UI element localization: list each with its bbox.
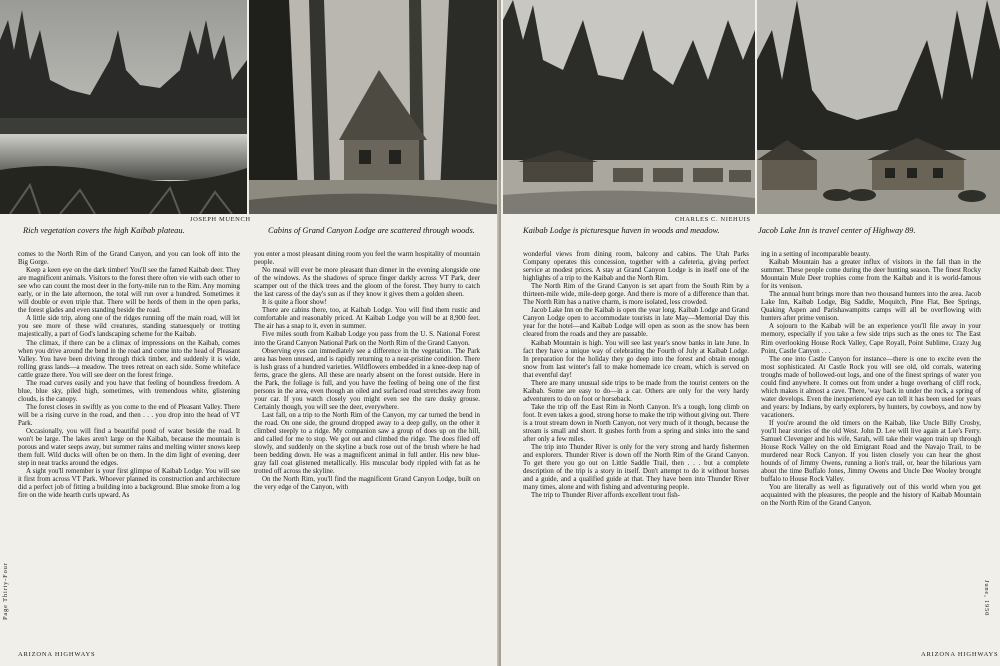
paragraph: A little side trip, along one of the ridges running off the main road, will let you see more of these wild creatures, standing statuesquely or trotting majestically, a part of God's landscaping scheme for the Kaibab. bbox=[18, 314, 240, 339]
paragraph: It is quite a floor show! bbox=[262, 298, 327, 307]
paragraph: The climax, if there can be a climax of impressions on the Kaibab, comes when you drive around the bend in the road and come into the head of Pleasant Valley. You have been driving through thick timber, and suddenly it is wide, rolling grass lands—a meadow. The trees retreat on each side. Some whiteface cattle graze there. You will see deer on the forest fringe. bbox=[18, 338, 240, 379]
paragraph: Observing eyes can immediately see a difference in the vegetation. The Park area has been unused, and is rapidly returning to a near-pristine condition. There is lush grass of a hundred varieties. Wildflowers embedded in a knee-deep nap of ferns, grace the glens. All these are nearly absent on the forest outside. Here in the Park, the foliage is full, and you have the feeling of being one of the first persons in the area, even though an oiled and surfaced road stretches away from your car. If you watch closely you might even see the rare dusky grouse. Certainly though, you will see the deer, everywhere. bbox=[254, 346, 480, 411]
paragraph: The trip to Thunder River affords excellent trout fish- bbox=[531, 491, 680, 500]
article-column bbox=[254, 250, 480, 491]
paragraph: Kaibab Mountain has a greater influx of visitors in the fall than in the summer. These people come during the deer hunting season. The finest Rocky Mountain Mule Deer trophies come from the Kaibab and it is world-famous for its venison. bbox=[761, 258, 981, 291]
paragraph: The annual hunt brings more than two thousand hunters into the area. Jacob Lake Inn, Kaibab Lodge, Big Saddle, Moquitch, Pine Flat, Bee Springs, Quaking Aspen and Parishawampitts camps will all be overflowing with hunters after prime venison. bbox=[761, 290, 981, 323]
paragraph: The forest closes in swiftly as you come to the end of Pleasant Valley. There will be a rising curve in the road, and then . . . you drop into the head of VT Park. bbox=[18, 402, 240, 427]
photo-kaibab-lodge bbox=[503, 0, 755, 214]
right-page bbox=[501, 0, 1000, 666]
paragraph: No meal will ever be more pleasant than dinner in the evening alongside one of the windows. As the shadows of spruce finger darkly across VT Park, deer scamper out of the thick trees and the gloom of the forest. They hurry to catch the last caress of the day's sun as if they know it gives them a golden sheen. bbox=[254, 266, 480, 299]
paragraph: Jacob Lake Inn on the Kaibab is open the year long. Kaibab Lodge and Grand Canyon Lodge open to accommodate tourists in late May—Memorial Day this year for the hotel—and Kaibab Lodge will open as soon as the snow has been cleared from the roads and they are passable. bbox=[523, 306, 749, 339]
paragraph: There are many unusual side trips to be made from the tourist centers on the Kaibab. Some are easy to do—in a car. Others are only for the very hardy adventurers to do on foot or horseback. bbox=[523, 378, 749, 403]
photo-kaibab-plateau-pond bbox=[0, 0, 247, 214]
magazine-folio: ARIZONA HIGHWAYS bbox=[921, 651, 999, 658]
paragraph: A sojourn to the Kaibab will be an experience you'll file away in your memory, especially if you take a few side trips such as the ones to: The East Rim overlooking House Rock Valley, Cape Royall, Point Sublime, Crazy Jug Point, Castle Canyon . . . bbox=[761, 322, 981, 355]
paragraph: wonderful views from dining room, balcony and cabins. The Utah Parks Company operates this concession, together with a cafeteria, giving perfect service at modest prices. A stay at Grand Canyon Lodge is in itself one of the highlights of a trip to the Kaibab and the North Rim. bbox=[523, 250, 749, 283]
left-page bbox=[0, 0, 499, 666]
magazine-folio: ARIZONA HIGHWAYS bbox=[18, 651, 96, 658]
photo-caption: Kaibab Lodge is picturesque haven in woods and meadow. bbox=[523, 226, 720, 235]
paragraph: ing in a setting of incomparable beauty. bbox=[761, 250, 871, 258]
paragraph: The road curves easily and you have that feeling of boundless freedom. A blue, blue sky, piled high, sometimes, with tremendous white, glistening clouds, is the canopy. bbox=[18, 378, 240, 403]
paragraph: You are literally as well as figuratively out of this world when you get acquainted with the pleasures, the people and the history of Kaibab Mountain on the North Rim of the Grand Canyon. bbox=[761, 483, 981, 508]
paragraph: Last fall, on a trip to the North Rim of the Canyon, my car turned the bend in the road. On one side, the ground dropped away to a deep gully, on the other it climbed steeply to a ridge. My companion saw a group of does up on the hill, and called for me to stop. We got out and climbed the ridge. The does filed off slowly, and suddenly on the skyline a buck rose out of the brush where he had been bedding down. He was a magnificent animal in full antler. His new blue-gray fall coat glistened metallically. His muscular body rippled with fat as he trotted off across the skyline. bbox=[254, 410, 480, 476]
paragraph: Kaibab Mountain is high. You will see last year's snow banks in late June. In fact they have a unique way of celebrating the Fourth of July at Kaibab Lodge. In preparation for the holiday they go deep into the forest and obtain enough snow from last winter's fall to make homemade ice cream, which is served on that eventful day! bbox=[523, 338, 749, 379]
paragraph: The North Rim of the Grand Canyon is set apart from the South Rim by a thirteen-mile wide, mile-deep gorge. And there is more of a difference than that. The North Rim has a native charm, is more isolated, less crowded. bbox=[523, 282, 749, 307]
photo-jacob-lake-inn bbox=[757, 0, 1000, 214]
paragraph: On the North Rim, you'll find the magnificent Grand Canyon Lodge, built on the very edge of the Canyon, with bbox=[254, 475, 480, 492]
paragraph: comes to the North Rim of the Grand Canyon, and you can look off into the Big Gorge. bbox=[18, 250, 240, 267]
paragraph: A sight you'll remember is your first glimpse of Kaibab Lodge. You will see it first from across VT Park. Whoever planned its construction and architecture did a perfect job of fitting a building into a background. Blue smoke from a log fire on the wide hearth curls upward. As bbox=[18, 467, 240, 500]
article-column bbox=[761, 250, 981, 508]
photo-caption: Cabins of Grand Canyon Lodge are scattered through woods. bbox=[268, 226, 475, 235]
issue-date: June, 1950 bbox=[983, 580, 990, 617]
photo-grand-canyon-lodge-cabins bbox=[249, 0, 499, 214]
photo-caption: Rich vegetation covers the high Kaibab plateau. bbox=[23, 226, 185, 235]
photo-credit: CHARLES C. NIEHUIS bbox=[675, 216, 751, 223]
article-column bbox=[523, 250, 749, 499]
paragraph: Five miles south from Kaibab Lodge you pass from the U. S. National Forest into the Grand Canyon National Park on the North Rim of the Grand Canyon. bbox=[254, 330, 480, 347]
article-column bbox=[18, 250, 240, 499]
paragraph: The trip into Thunder River is only for the very strong and hardy fishermen and explorers. Thunder River is down off the North Rim of the Grand Canyon. To get there you go out on Little Saddle Trail, then . . . but a complete description of the trip is a story in itself. Don't attempt to do it without horses and a guide, and a qualified guide at that. They have been into Thunder River many times, alone and with fishing and adventuring people. bbox=[523, 443, 749, 492]
photo-credit: JOSEPH MUENCH bbox=[190, 216, 251, 223]
photo-caption: Jacob Lake Inn is travel center of Highway 89. bbox=[758, 226, 916, 235]
paragraph: Keep a keen eye on the dark timber! You'll see the famed Kaibab deer. They are magnificent animals. Visitors to the forest there often vie with each other to see who can count the most deer in the forty-mile run to the Rim. Any morning early, or in the late afternoon, the total will run over a hundred. Sometimes it will double or even triple that. There will be herds of them in the open parks, the forest glades and even standing beside the road. bbox=[18, 266, 240, 315]
paragraph: The one into Castle Canyon for instance—there is one to excite even the most sophisticated. At Castle Rock you will see old, old corrals, watering troughs made of hollowed-out logs, and one of the finest springs of water you could find anywhere. It comes out from under a huge overhang of cliff rock, which makes it almost a cave. There, 'way back in under the rock, a spring of water develops. Even the inexperienced eye can tell it has been used for years and years: by Indians, by early explorers, by hunters, by cowboys, and now by vacationers. bbox=[761, 354, 981, 419]
page-number: Page Thirty-Four bbox=[2, 562, 9, 620]
paragraph: Occasionally, you will find a beautiful pond of water beside the road. It won't be large. The lakes aren't large on the Kaibab, because the mountain is porous and water seeps away, but summer rains and melting winter snows keep them full. Wild ducks will often be on them. In the dim light of evening, deer step in neat tracks around the edges. bbox=[18, 427, 240, 468]
paragraph: Take the trip off the East Rim in North Canyon. It's a tough, long climb on foot. It even takes a good, strong horse to make the trip without giving out. There is a trout stream down in North Canyon, not very much of it though, because the stream is small and short. It gushes forth from a spring and sinks into the sand after only a few miles. bbox=[523, 402, 749, 444]
paragraph: There are cabins there, too, at Kaibab Lodge. You will find them rustic and comfortable and reasonably priced. At Kaibab Lodge you will be at 8,900 feet. The air has a snap to it, even in summer. bbox=[254, 306, 480, 331]
paragraph: If you're around the old timers on the Kaibab, like Uncle Billy Crosby, you'll hear stories of the old West. John D. Lee will live again at Lee's Ferry. Samuel Clevenger and his wife, Sarah, will take their wagon train up through House Rock Valley on the old Emigrant Road and the Navajo Trail, to be murdered near Rock Canyon. If you listen closely you can hear the ghost hounds of of Jimmy Owens, running a lion's trail, or, hear the hilarious yarn about the time Buffalo Jones, Jimmy Owens and Uncle Dee Wooley brought buffalo to House Rock Valley. bbox=[761, 418, 981, 484]
paragraph: you enter a most pleasant dining room you feel the warm hospitality of mountain people. bbox=[254, 250, 480, 267]
